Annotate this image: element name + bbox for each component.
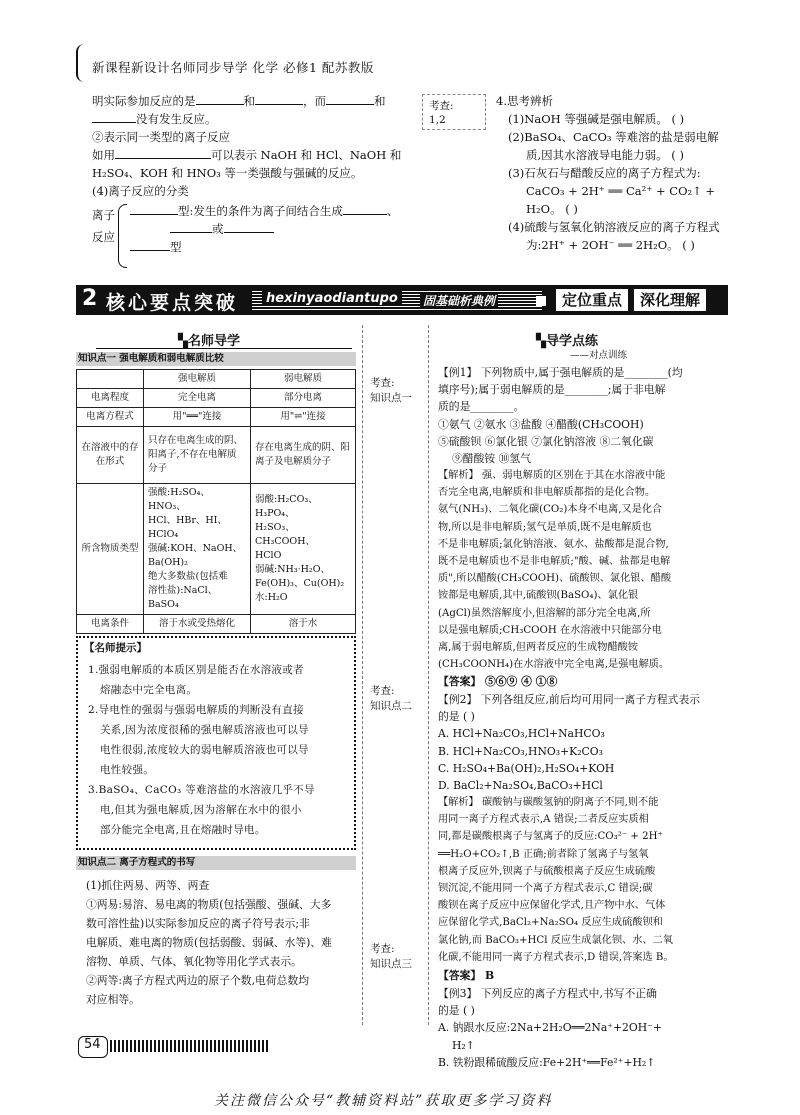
- answer-2: 【答案】 B: [438, 969, 495, 982]
- classification-items: 型:发生的条件为离子间结合生成 、 或 型: [130, 202, 420, 256]
- page-header: 新课程新设计名师同步导学 化学 必修1 配苏教版: [92, 60, 374, 75]
- writing-rules: (1)抓住两易、两等、两查 ①两易:易溶、易电离的物质(包括强酸、强碱、大多 数可溶性盐)以实际参加反应的离子符号表示;非 电解质、难电离的物质(包括弱酸、弱碱、水等)、难 溶物、单质、气体、氧化物等用化学式表示。 ②两等:离子方程式两边的原子个数,电荷总数均 对应相等。: [86, 879, 332, 1006]
- banner-square-icon: [536, 296, 546, 306]
- right-section-title: ▚导学点练: [536, 334, 599, 349]
- header-bracket: [76, 44, 86, 82]
- column-divider-right: [428, 325, 429, 1025]
- kaocha-top: 考查: 1,2: [422, 94, 486, 130]
- example-1: 【例1】 下列物质中,属于强电解质的是________(均 填序号);属于弱电解质的是________;属于非电解 质的是________。 ①氨气 ②氨水 ③盐酸 ④醋酸(CH₃COOH) ⑤硫酸钡 ⑥氯化银 ⑦氯化钠溶液 ⑧二氧化碳 ⑨醋酸铵 ⑩氢气: [438, 366, 683, 466]
- banner-tag1: 定位重点: [556, 289, 628, 311]
- left-section-title: ▚名师导学: [178, 334, 241, 349]
- think-block: 4.思考辨析 (1)NaOH 等强碱是强电解质。 ( ) (2)BaSO₄、CaCO₃ 等难溶的盐是弱电解 质,因其水溶液导电能力弱。 ( ) (3)石灰石与醋酸反应的离子方程式为: CaCO₃ + 2H⁺ ══ Ca²⁺ + CO₂↑ + H₂O。 ( ) (4)硫酸与氢氧化钠溶液反应的离子方程式 为:2H⁺ + 2OH⁻ ══ 2H₂O。 ( ): [496, 94, 720, 252]
- answer-1: 【答案】 ⑤⑥⑨ ④ ①⑧: [438, 675, 558, 688]
- top-left-block: 明实际参加反应的是 和 ，而 和 没有发生反应。 ②表示同一类型的离子反应 如用 可以表示 NaOH 和 HCl、NaOH 和 H₂SO₄、KOH 和 HNO₃ 等一类强酸与强碱的反应。 (4)离子反应的分类: [92, 94, 402, 198]
- banner-number: 2: [82, 286, 98, 311]
- kp1-title: 知识点一 强电解质和弱电解质比较: [78, 353, 224, 364]
- kp2-title: 知识点二 离子方程式的书写: [78, 857, 196, 868]
- kaocha-kp3: 考查: 知识点三: [370, 943, 412, 970]
- banner-tag2: 深化理解: [634, 289, 706, 311]
- column-divider-left: [362, 325, 363, 1025]
- example-2: 【例2】 下列各组反应,前后均可用同一离子方程式表示 的是 ( ) A. HCl+Na₂CO₃,HCl+NaHCO₃ B. HCl+Na₂CO₃,HNO₃+K₂CO₃ C. H₂SO₄+Ba(OH)₂,H₂SO₄+KOH D. BaCl₂+Na₂SO₄,BaCO₃+HCl: [438, 693, 701, 793]
- right-section-sub: ——对点训练: [570, 350, 628, 361]
- tip-text: 1.强弱电解质的本质区别是能否在水溶液或者 熔融态中完全电离。 2.导电性的强弱与强弱电解质的判断没有直接 关系,因为浓度很稀的强电解质溶液也可以导 电性很弱,浓度较大的弱电解质溶液也可以导 电性较强。 3.BaSO₄、CaCO₃ 等难溶盐的水溶液几乎不导 电,但其为强电解质,因为溶解在水中的很小 部分能完全电离,且在熔融时导电。: [88, 664, 315, 836]
- page-number-stripe: [110, 1040, 270, 1052]
- banner-sub: 固基础析典例: [420, 292, 498, 309]
- analysis-2: 【解析】 碳酸钠与碳酸氢钠的阴离子不同,则不能 用同一离子方程式表示,A 错误;二者反应实质相 同,都是碳酸根离子与氢离子的反应:CO₃²⁻ + 2H⁺ ══H₂O+CO₂↑,B 正确;前者除了氢离子与氢氧 根离子反应外,钡离子与硫酸根离子反应生成硫酸 钡沉淀,不能用同一个离子方程式表示,C 错误;碳 酸钡在离子反应中应保留化学式,且产物中水、气体 应保留化学式,BaCl₂+Na₂SO₄ 反应生成硫酸钡和 氯化钠,而 BaCO₃+HCl 反应生成氯化钡、水、二氧 化碳,不能用同一离子方程式表示,D 错误,答案选 B。: [438, 797, 674, 963]
- brace: [118, 204, 127, 268]
- example-3: 【例3】 下列反应的离子方程式中,书写不正确 的是 ( ) A. 钠跟水反应:2Na+2H₂O══2Na⁺+2OH⁻+ H₂↑ B. 铁粉跟稀硫酸反应:Fe+2H⁺══Fe²⁺+H₂↑: [438, 987, 662, 1069]
- kaocha-kp1: 考查: 知识点一: [370, 377, 412, 404]
- classification-label: 离子 反应: [92, 208, 115, 244]
- banner-title: 核心要点突破: [106, 292, 239, 314]
- footer-note: 关注微信公众号“教辅资料站”获取更多学习资料: [214, 1093, 553, 1109]
- left-section-rule: [96, 348, 352, 349]
- tip-title: 【名师提示】: [84, 642, 147, 654]
- page-number: 54: [84, 1037, 101, 1052]
- banner-pinyin: hexinyaodiantupo: [262, 291, 402, 306]
- comparison-table: 强电解质 弱电解质 电离程度 完全电离 部分电离 电离方程式 用"══"连接 用"⇌"连接 在溶液中的存在形式 只存在电离生成的阴、阳离子,不存在电解质分子 存在电离生成的阴、阳离子及电解质分子 所含物质类型 强酸:H₂SO₄、HNO₃、 HCl、HBr、HI、HClO₄ 强碱:KOH、NaOH、 Ba(OH)₂ 绝大多数盐(包括难 溶性盐):NaCl、 BaSO₄ 弱酸:H₂CO₃、H₃PO₄、 H₂SO₃、 CH₃COOH、 HClO 弱碱:NH₃·H₂O、 Fe(OH)₃、Cu(OH)₂ 水:H₂O 电离条件 溶于水或受热熔化 溶于水: [76, 369, 356, 634]
- analysis-1: 【解析】 强、弱电解质的区别在于其在水溶液中能 否完全电离,电解质和非电解质都指的是化合物。 氨气(NH₃)、二氧化碳(CO₂)本身不电离,又是化合 物,所以是非电解质;氢气是单质,既不是电解质也 不是非电解质;氯化钠溶液、氨水、盐酸都是混合物, 既不是电解质也不是非电解质;"酸、碱、盐都是电解 质",所以醋酸(CH₃COOH)、硫酸钡、氯化银、醋酸 铵都是电解质,其中,硫酸钡(BaSO₄)、氯化银 (AgCl)虽然溶解度小,但溶解的部分完全电离,所 以是强电解质;CH₃COOH 在水溶液中只能部分电 离,属于弱电解质,但两者反应的生成物醋酸铵 (CH₃COONH₄)在水溶液中完全电离,是强电解质。: [438, 470, 672, 671]
- kaocha-kp2: 考查: 知识点二: [370, 685, 412, 712]
